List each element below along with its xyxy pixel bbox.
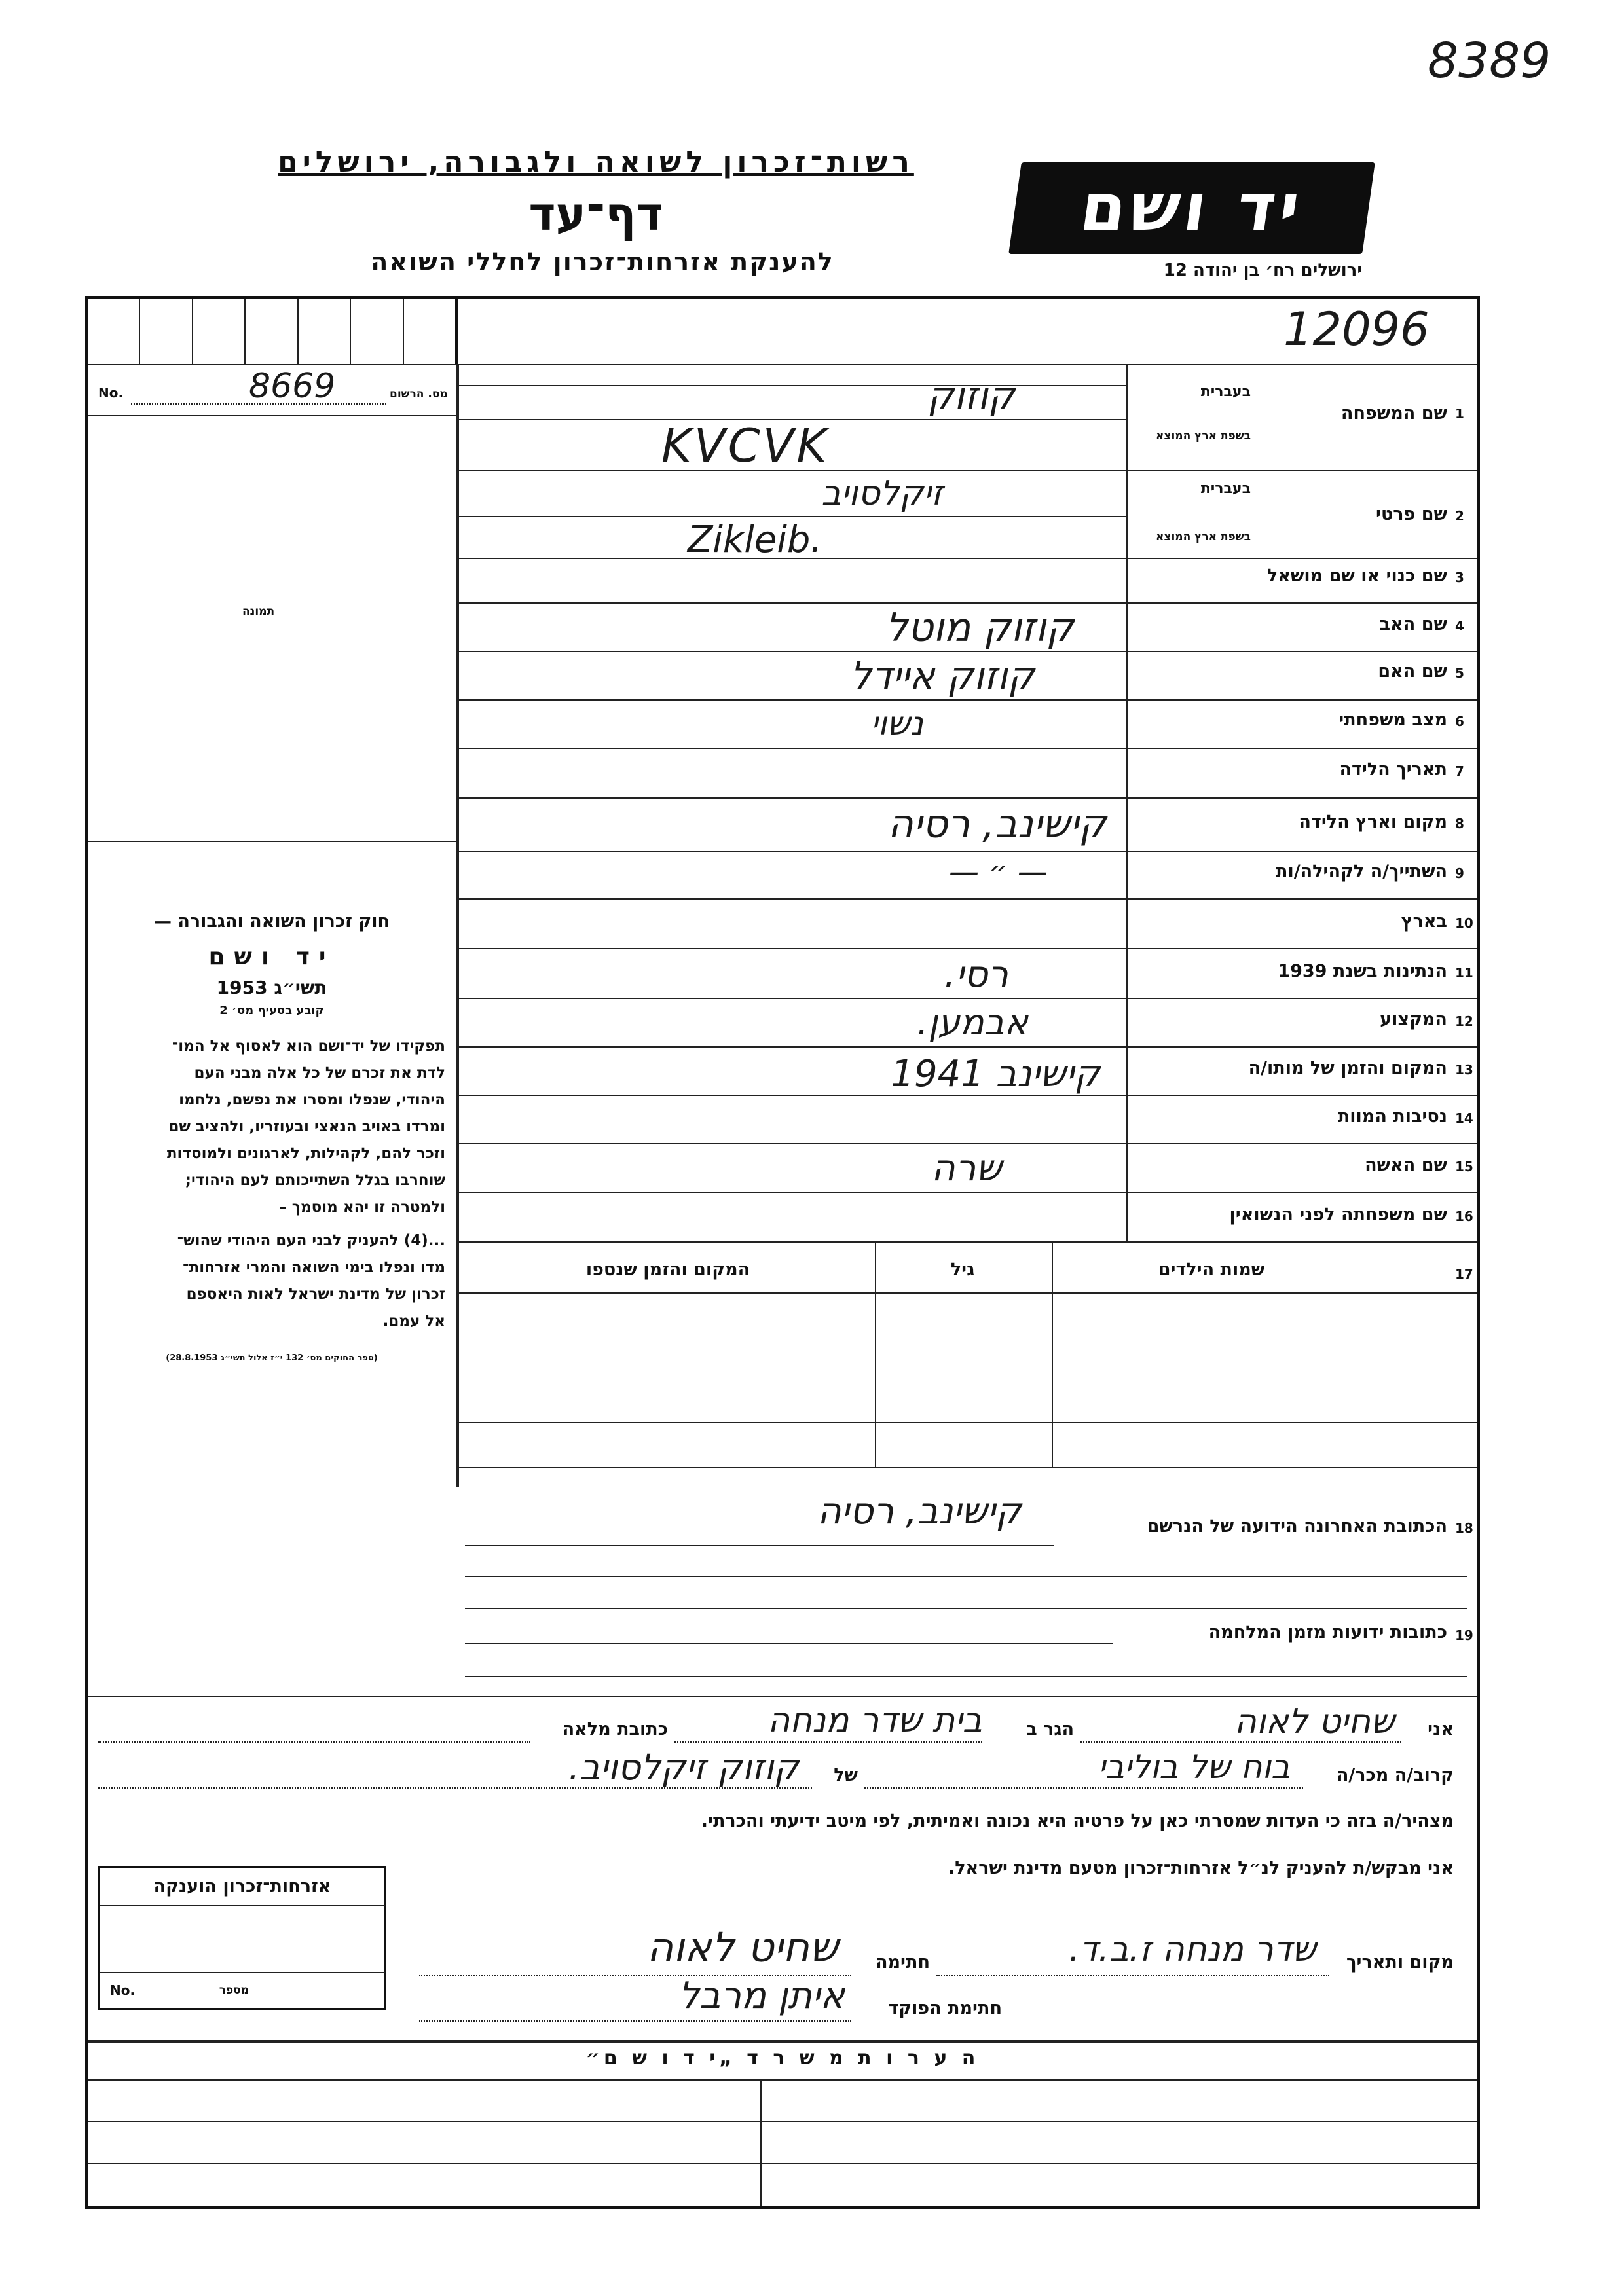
row-line	[456, 948, 1477, 949]
field-12-value: אבמען.	[917, 1002, 1028, 1043]
field-1-label: שם המשפחה	[1340, 403, 1447, 424]
decl-relative-label: קרוב/ה מכר/ה	[1336, 1765, 1454, 1785]
field-1-hebrew-label: בעברית	[1200, 384, 1251, 400]
field-18-line	[465, 1608, 1467, 1609]
notes-header-line	[88, 2079, 1477, 2081]
decl-relation: בוח של בוליבי	[1098, 1748, 1290, 1786]
photo-label: תמונה	[242, 605, 275, 618]
children-bottom-line	[456, 1467, 1477, 1468]
top-strip-line	[88, 364, 1477, 365]
field-14-label: נסיבות המוות	[1337, 1106, 1447, 1127]
org-line: רשות־זכרון לשואה ולגבורה, ירושלים	[278, 145, 914, 179]
decl-line	[864, 1787, 1303, 1789]
field-1-value-he: קוזוק	[927, 373, 1015, 418]
field-18-number: 18	[1455, 1520, 1473, 1536]
field-15-label: שם האשה	[1365, 1155, 1447, 1175]
field-10-number: 10	[1455, 915, 1473, 931]
row-line	[456, 1046, 1477, 1048]
sidebar	[98, 911, 445, 1363]
field-10-label: בארץ	[1401, 911, 1447, 932]
row-line	[456, 558, 1477, 559]
label-column-divider	[1126, 364, 1128, 1241]
children-header-line	[456, 1292, 1477, 1294]
award-box-number-label: מספר	[219, 1984, 249, 1997]
place-date-value: שדר מנחה ז.ב.ד.	[1069, 1930, 1316, 1969]
field-19-number: 19	[1455, 1628, 1473, 1643]
field-18-line	[465, 1576, 1467, 1577]
row-line	[456, 898, 1477, 900]
field-7-label: תאריך הלידה	[1339, 759, 1447, 780]
law-org: יד ושם	[208, 943, 335, 970]
children-col-divider	[875, 1241, 876, 1467]
reg-no-label: No.	[98, 385, 124, 401]
law-para2: ...(4) להעניק לבני העם היהודי שהוש־ מדו ונפלו בימי השואה והמרי אזרחות־ זכרון של מדינת ישראל לאות היאספם אל עמם.	[177, 1232, 445, 1330]
field-19-label: כתובות ידועות מזמן המלחמה	[1208, 1622, 1447, 1643]
field-15-number: 15	[1455, 1159, 1473, 1175]
reg-no-bottom	[88, 415, 456, 416]
corner-number: 8389	[1428, 33, 1551, 89]
officer-line	[419, 2020, 851, 2022]
field-2-value-he: זיקלסויב	[821, 474, 943, 513]
signature-label: חתימה	[875, 1952, 930, 1973]
decl-name: שחיט לאוה	[1234, 1702, 1395, 1741]
row-line	[456, 651, 1477, 652]
notes-divider	[760, 2079, 762, 2206]
notes-row-line	[88, 2163, 1477, 2164]
notes-row-line	[88, 2121, 1477, 2122]
office-notes-title: ה ע ר ו ת מ ש ר ד „י ד ו ש ם״	[585, 2047, 980, 2069]
field-17-number: 17	[1455, 1266, 1473, 1282]
decl-resides-label: הגר ב	[1026, 1719, 1074, 1740]
law-title: חוק זכרון השואה והגבורה —	[153, 911, 390, 932]
field-16-number: 16	[1455, 1209, 1473, 1224]
field-5-label: שם האם	[1378, 661, 1447, 682]
field-13-label: המקום והזמן של מותו/ה	[1248, 1058, 1447, 1078]
field-5-number: 5	[1455, 665, 1464, 681]
field-2-label: שם פרטי	[1376, 504, 1447, 524]
decl-line	[1080, 1741, 1401, 1743]
field-3-label: שם כנוי או שם מושאל	[1266, 566, 1447, 586]
decl-full-address: כתובת מלאה	[562, 1719, 668, 1740]
award-box-line	[100, 1972, 385, 1973]
field-12-number: 12	[1455, 1013, 1473, 1029]
field-12-label: המקצוע	[1380, 1010, 1447, 1030]
notes-top-line	[88, 2040, 1477, 2043]
field-2-origin-label: בשפת ארץ המוצא	[1155, 530, 1251, 543]
field-9-number: 9	[1455, 866, 1464, 881]
signature-value: שחיט לאוה	[646, 1923, 838, 1971]
decl-of-label: של	[834, 1765, 858, 1785]
row-line	[456, 602, 1477, 604]
decl-resides: בית שדר מנחה	[767, 1701, 982, 1740]
field-6-label: מצב משפחתי	[1338, 710, 1447, 730]
code-boxes	[88, 299, 458, 364]
field-2-value-origin: Zikleib.	[688, 519, 822, 561]
law-footnote: (ספר החוקים מס׳ 132 י״ז אלול תשי״ג 28.8.1953)	[166, 1353, 378, 1363]
row-line	[456, 699, 1477, 701]
field-15-value: שרה	[931, 1147, 1002, 1190]
field-13-value: קישינב 1941	[891, 1053, 1100, 1095]
row-line	[456, 851, 1477, 852]
form-subtitle: להענקת אזרחות־זכרון לחללי השואה	[371, 247, 834, 276]
field-8-value: קישינב, רסיה	[887, 801, 1107, 847]
children-row-line	[456, 1422, 1477, 1423]
officer-signature: איתן מרבל	[678, 1975, 845, 2017]
field-8-label: מקום וארץ הלידה	[1299, 812, 1447, 832]
field-14-number: 14	[1455, 1110, 1473, 1126]
decl-line	[674, 1741, 982, 1743]
field-19-line	[465, 1643, 1113, 1644]
reg-no-he-label: מס. הרשום	[390, 388, 448, 401]
row-line	[456, 516, 1126, 517]
field-4-number: 4	[1455, 618, 1464, 634]
place-date-label: מקום ותאריך	[1346, 1952, 1454, 1973]
row-line	[456, 797, 1477, 799]
field-7-number: 7	[1455, 763, 1464, 779]
decl-statement: מצהיר/ה בזה כי העדות שמסרתי כאן על פרטיה היא נכונה ואמיתית, לפי מיטב ידיעתי והכרתי.	[701, 1811, 1454, 1831]
logo-text: יד ושם	[1075, 169, 1308, 246]
children-col-age: גיל	[950, 1260, 975, 1280]
row-line	[456, 998, 1477, 999]
declaration-top-line	[88, 1696, 1477, 1697]
field-18-label: הכתובת האחרונה הידועה של הנרשם	[1147, 1516, 1447, 1537]
field-3-number: 3	[1455, 570, 1464, 585]
field-1-origin-label: בשפת ארץ המוצא	[1155, 429, 1251, 443]
field-6-number: 6	[1455, 714, 1464, 729]
award-box-no-label: No.	[110, 1982, 136, 1998]
officer-label: חתימת הפוקד	[888, 1998, 1002, 2018]
field-4-value: קוזוק מוטל	[885, 605, 1074, 651]
field-1-number: 1	[1455, 406, 1464, 422]
field-9-label: השתייך/ה לקהילה/ות	[1276, 862, 1447, 882]
address: ירושלים רח׳ בן יהודה 12	[1163, 261, 1362, 280]
children-col-place: המקום והזמן שנספו	[585, 1260, 750, 1280]
top-number: 12096	[1283, 302, 1430, 356]
field-16-label: שם משפחתה לפני הנשואין	[1229, 1205, 1447, 1225]
form-title: דף־עד	[528, 187, 663, 241]
field-6-value: נשוי	[870, 704, 923, 742]
children-col-divider	[1052, 1241, 1053, 1467]
field-19-line	[465, 1676, 1467, 1677]
field-1-value-origin: KVCVK	[661, 419, 830, 473]
place-date-line	[936, 1975, 1329, 1976]
field-5-value: קוזוק איידל	[850, 653, 1035, 698]
decl-line	[98, 1787, 812, 1789]
row-line	[456, 470, 1477, 471]
yad-vashem-logo	[1008, 162, 1375, 254]
row-line	[456, 748, 1477, 749]
decl-request: אני מבקש/ת להעניק לנ״ל אזרחות־זכרון מטעם מדינת ישראל.	[948, 1858, 1454, 1878]
reg-no-value: 8669	[249, 367, 336, 406]
decl-of-name: קוזוק זיקלסויב.	[568, 1747, 799, 1788]
children-col-names: שמות הילדים	[1158, 1260, 1265, 1280]
left-column-divider	[456, 364, 459, 1487]
law-year: תשי״ג 1953	[216, 977, 327, 998]
row-line	[456, 1192, 1477, 1193]
field-13-number: 13	[1455, 1062, 1473, 1078]
field-2-hebrew-label: בעברית	[1200, 481, 1251, 497]
award-box-title: אזרחות־זכרון הוענקה	[153, 1876, 331, 1897]
field-11-label: הנתינות בשנת 1939	[1278, 961, 1447, 981]
field-4-label: שם האב	[1379, 614, 1447, 634]
photo-bottom	[88, 841, 456, 842]
field-2-number: 2	[1455, 508, 1464, 524]
row-line	[456, 1241, 1477, 1243]
decl-ani: אני	[1428, 1719, 1454, 1740]
field-18-value: קישינב, רסיה	[817, 1490, 1022, 1533]
law-para1: תפקידו של יד־ושם הוא לאסוף אל המו־ לדת את זכרם של כל אלה מבני העם היהודי, שנפלו ומסרו את נפשם, נלחמו ומרדו באויב הנאצי ובעוזריו, ולהציב שם וזכר להם, לקהילות, לארגונים ולמוסדות שוחרבו בגלל השתייכותם לעם היהודי; ולמטרה זו יהא מוסמך –	[166, 1038, 445, 1216]
law-clause: קובע בסעיף מס׳ 2	[219, 1004, 324, 1017]
field-9-value: — ״ —	[949, 854, 1048, 889]
row-line	[456, 1143, 1477, 1144]
field-11-number: 11	[1455, 965, 1473, 981]
award-box-line	[100, 1905, 385, 1906]
row-line	[456, 385, 1126, 386]
field-8-number: 8	[1455, 816, 1464, 831]
field-11-value: רסי.	[944, 953, 1008, 996]
decl-line	[98, 1741, 530, 1743]
field-18-line	[465, 1545, 1054, 1546]
